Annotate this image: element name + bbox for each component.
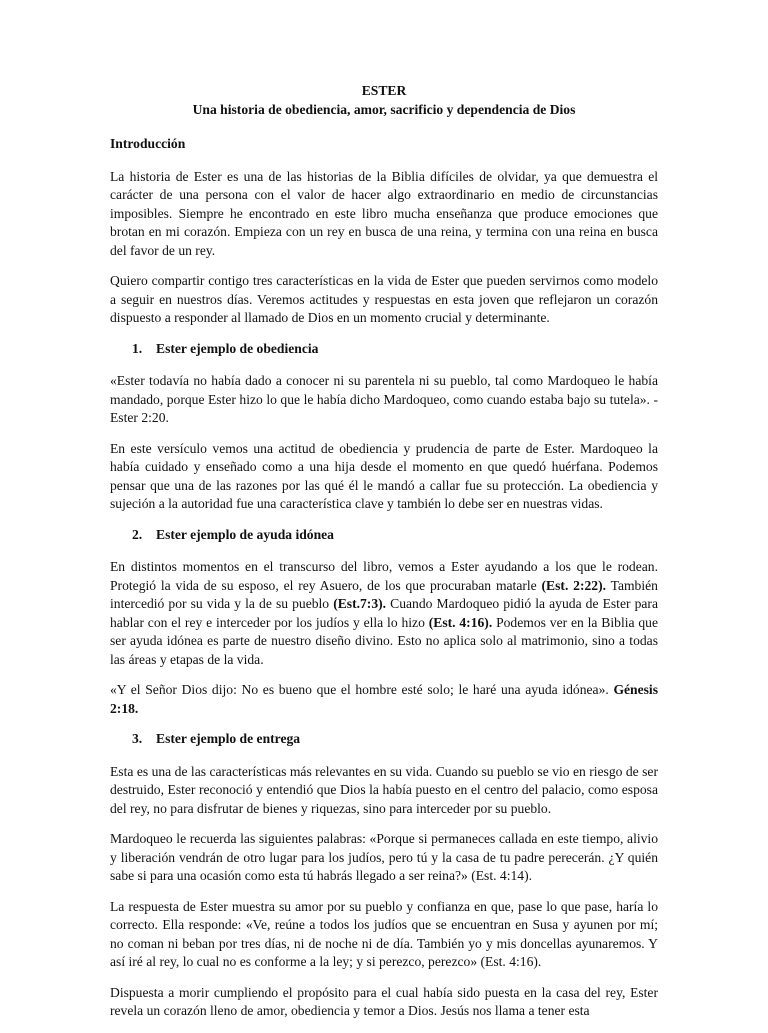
section-2-quote	[110, 681, 658, 718]
section-3-paragraph-3: La respuesta de Ester muestra su amor por su pueblo y confianza en que, pase lo que pase, haría lo correcto. Ella responde: «Ve, reúne a todos los judíos que se encuentran en Susa y ayunen por mí; no coman ni beban por tres días, ni de noche ni de día. También yo y mis doncellas ayunaremos. Y así iré al rey, lo cual no es conforme a la ley; y si perezco, perezco» (Est. 4:16).	[110, 898, 658, 969]
document-title: ESTER	[361, 83, 407, 98]
section-2-paragraph	[110, 558, 658, 669]
section-2-title: Ester ejemplo de ayuda idónea	[156, 526, 334, 542]
section-1-title: Ester ejemplo de obediencia	[156, 340, 319, 356]
section-2-number: 2.	[132, 526, 143, 542]
section-1-paragraph: En este versículo vemos una actitud de obediencia y prudencia de parte de Ester. Mardoqueo la había cuidado y enseñado como a una hija desde el momento en que quedó huérfana. Podemos pensar que una de las razones por las qué él le mandó a callar fue su protección. La obediencia y sujeción a la autoridad fue una característica clave y también lo debe ser en nuestras vidas.	[110, 440, 658, 511]
section-2-quote-text: «Y el Señor Dios dijo: No es bueno que el hombre esté solo; le haré una ayuda idónea».	[110, 682, 614, 697]
section-1-heading	[110, 340, 658, 359]
section-3-paragraph-2: Mardoqueo le recuerda las siguientes palabras: «Porque si permaneces callada en este tiempo, alivio y liberación vendrán de otro lugar para los judíos, pero tú y la casa de tu padre perecerán. ¿Y quién sabe si para una ocasión como esta tú habrás llegado a ser reina?» (Est. 4:14).	[110, 831, 658, 883]
document-subtitle: Una historia de obediencia, amor, sacrificio y dependencia de Dios	[192, 101, 576, 117]
section-2-ref-3: (Est. 4:16).	[428, 614, 493, 630]
intro-heading: Introducción	[110, 136, 186, 151]
section-3-paragraph-4: Dispuesta a morir cumpliendo el propósito para el cual había sido puesta en la casa del rey, Ester revela un corazón lleno de amor, obediencia y temor a Dios. Jesús nos llama a tener esta	[110, 984, 658, 1018]
document-page	[110, 82, 658, 1033]
section-3-heading	[110, 730, 658, 749]
section-3-number: 3.	[132, 731, 143, 746]
section-2-ref-2: (Est.7:3).	[333, 596, 387, 611]
section-2-quote-ref: Génesis 2:18.	[110, 682, 658, 716]
intro-paragraph-1: La historia de Ester es una de las historias de la Biblia difíciles de olvidar, ya que demuestra el carácter de una persona con el valor de hacer algo extraordinario en medio de circunstancias imposibles. Siempre he encontrado en este libro mucha enseñanza que produce emociones que brotan en mi corazón. Empieza con un rey en busca de una reina, y termina con una reina en busca del favor de un rey.	[110, 168, 658, 258]
section-2-text-d: Podemos ver en la Biblia que ser ayuda idónea es parte de nuestro diseño divino. Esto no aplica solo al matrimonio, sino a todas las áreas y etapas de la vida.	[110, 614, 659, 667]
section-2-text-a: En distintos momentos en el transcurso del libro, vemos a Ester ayudando a los que le rodean. Protegió la vida de su esposo, el rey Asuero, de los que procuraban matarle	[110, 559, 658, 593]
section-3-paragraph-1: Esta es una de las características más relevantes en su vida. Cuando su pueblo se vio en riesgo de ser destruido, Ester reconoció y entendió que Dios la había puesto en el centro del palacio, como esposa del rey, no para disfrutar de bienes y riquezas, sino para interceder por su pueblo.	[110, 763, 658, 816]
section-2-text-b: También intercedió por su vida y la de su pueblo	[110, 577, 658, 611]
section-1-number: 1.	[132, 340, 143, 356]
section-3-title: Ester ejemplo de entrega	[156, 731, 301, 746]
section-1-quote: «Ester todavía no había dado a conocer ni su parentela ni su pueblo, tal como Mardoqueo le había mandado, porque Ester hizo lo que le había dicho Mardoqueo, como cuando estaba bajo su tutela». -Ester 2:20.	[110, 373, 658, 425]
intro-paragraph-2: Quiero compartir contigo tres características en la vida de Ester que pueden servirnos como modelo a seguir en nuestros días. Veremos actitudes y respuestas en esta joven que reflejaron un corazón dispuesto a responder al llamado de Dios en un momento crucial y determinante.	[110, 273, 658, 325]
section-2-heading	[110, 526, 658, 545]
section-2-text-c: Cuando Mardoqueo pidió la ayuda de Ester para hablar con el rey e interceder por los judíos y ella lo hizo	[110, 596, 658, 630]
section-2-ref-1: (Est. 2:22).	[541, 577, 607, 593]
